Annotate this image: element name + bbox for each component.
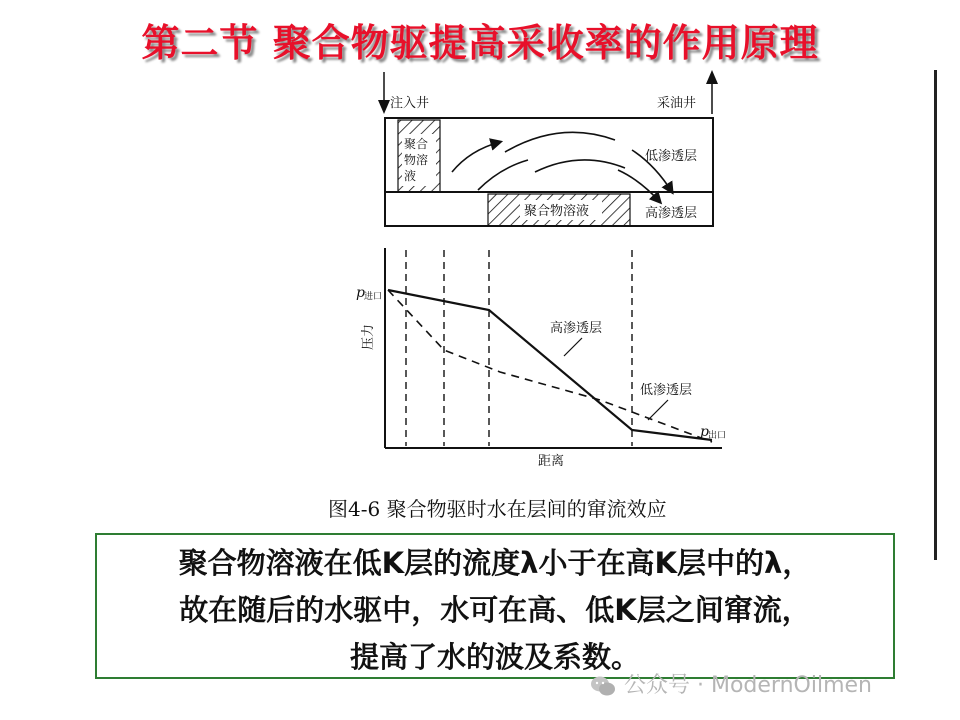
x-axis-label: 距离 bbox=[538, 454, 565, 469]
production-well-arrow bbox=[706, 70, 718, 114]
low-perm-curve-label: 低渗透层 bbox=[640, 383, 693, 398]
figure-caption: 图4-6 聚合物驱时水在层间的窜流效应 bbox=[328, 497, 667, 521]
inlet-pressure-symbol: p bbox=[356, 285, 365, 301]
injection-well-arrow bbox=[378, 72, 390, 114]
high-perm-curve-leader bbox=[564, 338, 582, 356]
explanation-line-3: 提高了水的波及系数。 bbox=[349, 640, 640, 674]
explanation-line-1: 聚合物溶液在低K层的流度λ小于在高K层中的λ， bbox=[178, 546, 812, 580]
low-perm-pressure-curve bbox=[388, 290, 712, 442]
inlet-pressure-subscript: 进口 bbox=[364, 292, 383, 302]
pressure-plot-axes bbox=[385, 248, 722, 448]
outlet-pressure-subscript: 出口 bbox=[708, 431, 727, 441]
polymer-solution-label: 聚合物溶液 bbox=[524, 204, 590, 219]
high-perm-layer-label: 高渗透层 bbox=[645, 206, 698, 221]
low-perm-layer-label: 低渗透层 bbox=[645, 149, 698, 164]
low-perm-curve-leader bbox=[648, 400, 668, 420]
outlet-pressure-symbol: p bbox=[700, 424, 709, 440]
high-perm-pressure-curve bbox=[388, 290, 712, 440]
explanation-box bbox=[95, 533, 895, 679]
watermark bbox=[590, 668, 872, 699]
polymer-slug-label-2: 物溶 bbox=[404, 153, 429, 167]
polymer-slug-label-3: 液 bbox=[404, 169, 417, 183]
wechat-icon bbox=[590, 675, 616, 697]
slug-boundary-dashed-lines bbox=[406, 250, 632, 446]
high-perm-curve-label: 高渗透层 bbox=[550, 321, 603, 336]
y-axis-label: 压力 bbox=[361, 323, 376, 350]
production-well-label: 采油井 bbox=[657, 96, 697, 111]
injection-well-label: 注入井 bbox=[390, 96, 430, 111]
watermark-text: 公众号 · ModernOilmen bbox=[624, 673, 872, 698]
explanation-line-2: 故在随后的水驱中，水可在高、低K层之间窜流， bbox=[179, 593, 811, 627]
polymer-slug-label-1: 聚合 bbox=[404, 137, 429, 151]
slide-title: 第二节 聚合物驱提高采收率的作用原理 bbox=[141, 21, 819, 65]
